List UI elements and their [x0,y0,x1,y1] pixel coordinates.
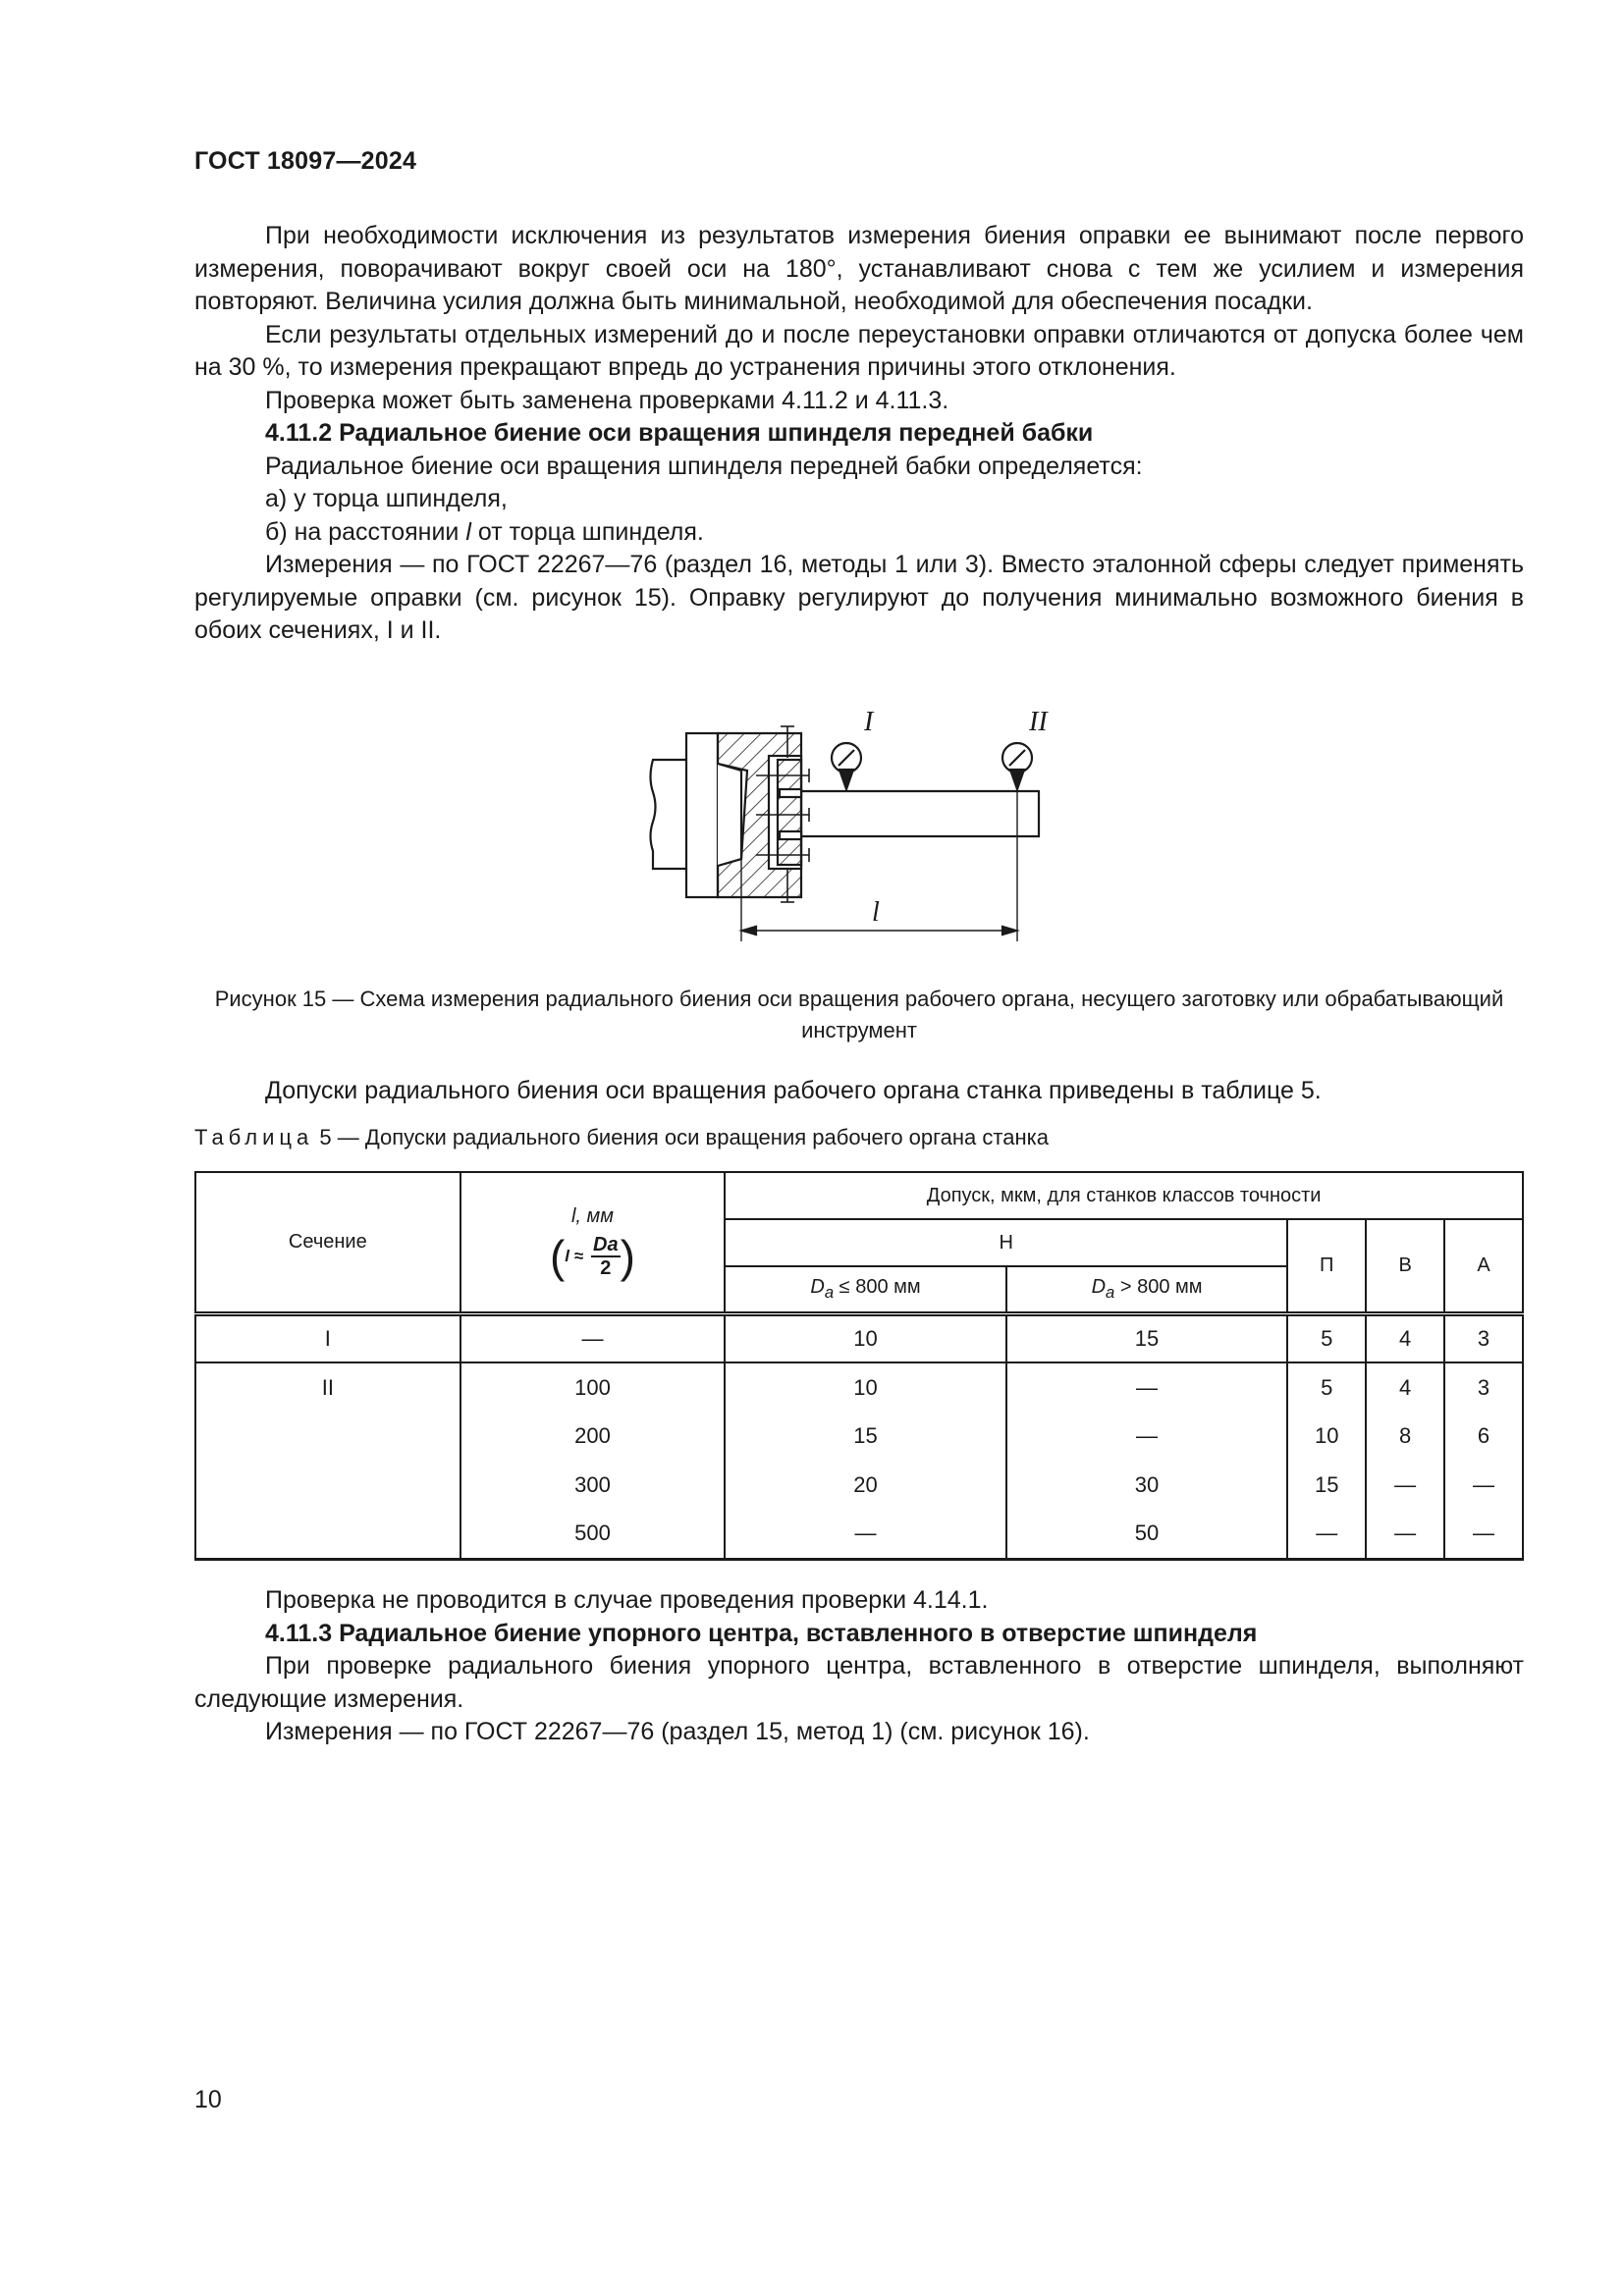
figure-label-I: I [864,707,874,737]
paragraph: Измерения — по ГОСТ 22267—76 (раздел 16, методы 1 или 3). Вместо эталонной сферы следует применять регулируемые оправки (см. рисунок 15). Оправку регулируют до получения минимально возможного биения в обоих сечениях, I и II. [194,551,1524,644]
table-caption-word: Таблица [194,1125,314,1149]
figure-15-caption: Рисунок 15 — Схема измерения радиального биения оси вращения рабочего органа, несущего заготовку или обрабатывающий инструмент [214,987,1504,1042]
cell-h-le: 15 [725,1412,1006,1461]
cell-section [195,1412,460,1461]
header-l [460,1172,726,1313]
header-class-V: В [1366,1219,1444,1313]
variable-l: l [465,517,471,546]
cell-a: 3 [1444,1313,1523,1362]
cell-l: 300 [460,1461,726,1510]
table-row [195,1510,1523,1559]
cell-h-gt: 15 [1006,1313,1288,1362]
cell-a: — [1444,1510,1523,1559]
D-subscript: a [1106,1282,1115,1302]
table-row [195,1362,1523,1412]
cell-a: 6 [1444,1412,1523,1461]
cell-h-gt: — [1006,1362,1288,1412]
cell-v: — [1366,1510,1444,1559]
cell-v: 8 [1366,1412,1444,1461]
paren-left: ( [549,1230,566,1282]
D-subscript: a [824,1282,835,1302]
paragraph: Проверка может быть заменена проверками 4.11.2 и 4.11.3. [265,386,949,414]
cell-h-gt: 50 [1006,1510,1288,1559]
cell-h-le: 10 [725,1313,1006,1362]
cell-p: 5 [1287,1362,1366,1412]
D-symbol: D [1091,1275,1107,1298]
cell-h-gt: 30 [1006,1461,1288,1510]
paragraph: Если результаты отдельных измерений до и после переустановки оправки отличаются от допуска более чем на 30 %, то измерения прекращают впредь до устранения причины этого отклонения. [194,320,1524,381]
header-tolerance-group: Допуск, мкм, для станков классов точности [725,1172,1523,1219]
H-le-label: ≤ 800 мм [839,1275,921,1298]
table-5 [194,1171,1524,1561]
table-row [195,1412,1523,1461]
list-item-b [194,516,1524,550]
document-id-header: ГОСТ 18097—2024 [194,147,417,175]
cell-v: 4 [1366,1362,1444,1412]
cell-l: 500 [460,1510,726,1559]
cell-section [195,1461,460,1510]
figure-15-diagram [628,699,1070,964]
cell-p: 5 [1287,1313,1366,1362]
cell-a: 3 [1444,1362,1523,1412]
cell-l: — [460,1313,726,1362]
cell-section: II [195,1362,460,1412]
D-symbol: D [810,1275,825,1298]
paragraph: При проверке радиального биения упорного центра, вставленного в отверстие шпинделя, выполняют следующие измерения. [194,1652,1524,1713]
formula-lhs: l ≈ [565,1246,584,1265]
header-class-P: П [1287,1219,1366,1313]
paragraph: Измерения — по ГОСТ 22267—76 (раздел 15, метод 1) (см. рисунок 16). [265,1718,1090,1745]
formula-fraction [591,1234,621,1279]
cell-p: 10 [1287,1412,1366,1461]
table-row [195,1461,1523,1510]
cell-p: — [1287,1510,1366,1559]
table-caption-text: 5 — Допуски радиального биения оси вращения рабочего органа станка [313,1125,1049,1149]
paragraph: Радиальное биение оси вращения шпинделя передней бабки определяется: [265,452,1143,480]
cell-v: — [1366,1461,1444,1510]
header-section: Сечение [195,1172,460,1313]
paragraph: Проверка не проводится в случае проведения проверки 4.14.1. [265,1586,989,1614]
section-heading-4-11-3: 4.11.3 Радиальное биение упорного центра, вставленного в отверстие шпинделя [265,1619,1258,1647]
body-text-top [194,220,1524,648]
paren-right: ) [620,1230,635,1282]
header-l-label: l, мм [570,1204,614,1227]
figure-dimension-l: l [872,897,880,928]
list-item-b-suffix: от торца шпинделя. [470,517,704,546]
page-number: 10 [194,2086,222,2113]
table-5-caption [194,1125,1049,1150]
header-H-gt-800 [1006,1266,1288,1313]
cell-p: 15 [1287,1461,1366,1510]
paragraph: При необходимости исключения из результатов измерения биения оправки ее вынимают после первого измерения, поворачивают вокруг своей оси на 180°, устанавливают снова с тем же усилием и измерения повторяют. Величина усилия должна быть минимальной, необходимой для обеспечения посадки. [194,222,1524,315]
cell-l: 200 [460,1412,726,1461]
section-heading-4-11-2: 4.11.2 Радиальное биение оси вращения шпинделя передней бабки [265,419,1094,447]
cell-h-le: 20 [725,1461,1006,1510]
cell-v: 4 [1366,1313,1444,1362]
cell-l: 100 [460,1362,726,1412]
paragraph: Допуски радиального биения оси вращения рабочего органа станка приведены в таблице 5. [265,1077,1322,1104]
list-item-b-prefix: б) на расстоянии [265,517,466,546]
cell-h-gt: — [1006,1412,1288,1461]
H-gt-label: > 800 мм [1119,1275,1203,1298]
cell-h-le: 10 [725,1362,1006,1412]
cell-h-le: — [725,1510,1006,1559]
formula-numerator: Da [593,1233,619,1255]
cell-section [195,1510,460,1559]
header-class-H: Н [725,1219,1287,1266]
cell-a: — [1444,1461,1523,1510]
table-row [195,1313,1523,1362]
figure-label-II: II [1029,707,1048,737]
cell-section: I [195,1313,460,1362]
list-item-a: а) у торца шпинделя, [265,485,508,512]
body-text-bottom [194,1584,1524,1749]
table-intro [194,1075,1524,1108]
formula-denominator: 2 [600,1256,612,1279]
header-class-A: А [1444,1219,1523,1313]
header-l-formula [549,1230,635,1282]
header-H-le-800 [725,1266,1006,1313]
